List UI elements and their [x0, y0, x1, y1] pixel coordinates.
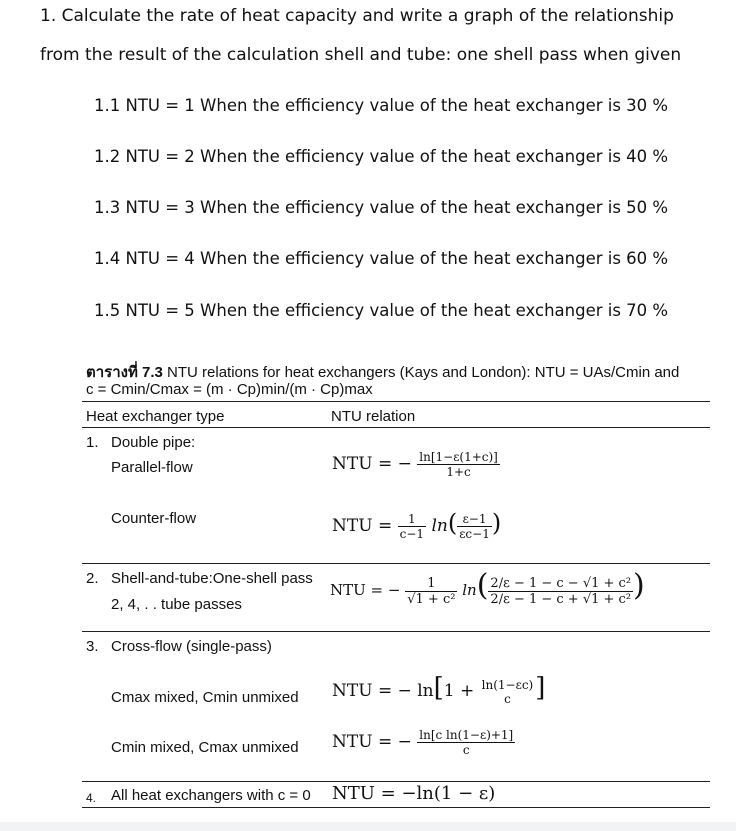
question-item-5: 1.5 NTU = 5 When the efficiency value of the heat exchanger is 70 % [94, 301, 669, 320]
row2-subtitle: 2, 4, . . tube passes [111, 596, 242, 613]
table-bottom-rule [82, 807, 710, 808]
question-item-1: 1.1 NTU = 1 When the efficiency value of the heat exchanger is 30 % [94, 96, 669, 115]
row3-a-equation: NTU = − ln[1 + ln(1−εc) c ] [332, 673, 546, 706]
row3-a-lhs: NTU = − ln [332, 681, 434, 701]
row1-counter-ln: ln [431, 516, 448, 536]
row1-parallel-denominator: 1+c [446, 465, 471, 479]
row2-equation: NTU = − $\frac{1}{\text{√1 + c²}}$ ln( $\frac{\text{2/ε − 1 − c − √1 + c²}}{\text{2/ε − 1 − c + √1 + c²}}$ ) [330, 568, 645, 607]
row3-b-lhs: NTU = − [332, 732, 412, 752]
row3-title: Cross-flow (single-pass) [111, 638, 272, 655]
row3-number: 3. [86, 638, 99, 655]
row2-inner-denominator: 2/ε − 1 − c + √1 + c² [490, 591, 632, 607]
row3-a-fraction [480, 678, 536, 706]
row3-a-denominator: c [504, 691, 511, 706]
row2-lhs: NTU = − [330, 581, 401, 599]
row1-parallel-label: Parallel-flow [111, 459, 193, 476]
table-caption-line-2: c = Cmin/Cmax = (m · Cp)min/(m · Cp)max [86, 381, 373, 398]
row2-denominator: √1 + c² [407, 591, 456, 607]
header-relation: NTU relation [331, 408, 416, 425]
row4-number: 4. [86, 791, 97, 805]
table-top-rule [82, 401, 710, 402]
row1-counter-inner-fraction [457, 512, 492, 541]
row1-counter-inner-numerator: ε−1 [457, 512, 492, 527]
row4-equation: NTU = −ln(1 − ε) [332, 783, 496, 804]
row3-b-denominator: c [462, 743, 470, 757]
row2-ln: ln [462, 581, 477, 599]
question-item-4: 1.4 NTU = 4 When the efficiency value of the heat exchanger is 60 % [94, 249, 669, 268]
row1-parallel-numerator: ln[1−ε(1+c)] [419, 450, 498, 464]
row1-counter-inner-denominator: εc−1 [459, 527, 490, 541]
row1-counter-lhs: NTU = [332, 516, 393, 536]
row3-b-label: Cmin mixed, Cmax unmixed [111, 739, 299, 756]
row2-inner-numerator: 2/ε − 1 − c − √1 + c² [490, 575, 632, 591]
row3-b-equation [332, 728, 515, 757]
question-item-3: 1.3 NTU = 3 When the efficiency value of the heat exchanger is 50 % [94, 198, 669, 217]
row1-counter-equation: NTU = $\frac{1}{c-1}$ ln( $\frac{\varepsilon-1}{\varepsilon c-1}$ ) [332, 509, 502, 541]
row1-counter-numerator: 1 [398, 512, 426, 527]
row3-b-numerator: ln[c ln(1−ε)+1] [419, 728, 514, 742]
row3-a-numerator: ln(1−εc) [481, 677, 534, 692]
row1-counter-label: Counter-flow [111, 510, 197, 527]
row1-title: Double pipe: [111, 434, 196, 451]
row1-counter-fraction [398, 512, 426, 541]
row1-parallel-equation [332, 450, 500, 479]
row1-rule [82, 563, 710, 564]
row2-title: Shell-and-tube:One-shell pass [111, 570, 313, 587]
page-bottom-band [0, 822, 736, 831]
row3-rule [82, 781, 710, 782]
table-caption-label: ตารางที่ 7.3 [86, 364, 163, 381]
row2-fraction [405, 576, 457, 607]
row2-numerator: 1 [405, 576, 457, 592]
question-line-2: from the result of the calculation shell and tube: one shell pass when given [40, 45, 682, 65]
row1-counter-denominator: c−1 [399, 527, 425, 541]
table-caption-text: NTU relations for heat exchangers (Kays and London): NTU = UAs/Cmin and [167, 364, 680, 381]
row4-title: All heat exchangers with c = 0 [111, 787, 311, 804]
row3-a-label: Cmax mixed, Cmin unmixed [111, 689, 299, 706]
row1-parallel-fraction [417, 450, 500, 479]
row1-number: 1. [86, 434, 99, 451]
question-line-1: 1. Calculate the rate of heat capacity and write a graph of the relationship [40, 6, 674, 26]
row2-number: 2. [86, 570, 99, 587]
header-rule [82, 427, 710, 428]
row2-rule [82, 631, 710, 632]
row2-inner-fraction [488, 576, 633, 607]
question-item-2: 1.2 NTU = 2 When the efficiency value of the heat exchanger is 40 % [94, 147, 669, 166]
row3-b-fraction [417, 728, 515, 757]
header-type: Heat exchanger type [86, 408, 225, 425]
row1-parallel-lhs: NTU = − [332, 454, 412, 474]
